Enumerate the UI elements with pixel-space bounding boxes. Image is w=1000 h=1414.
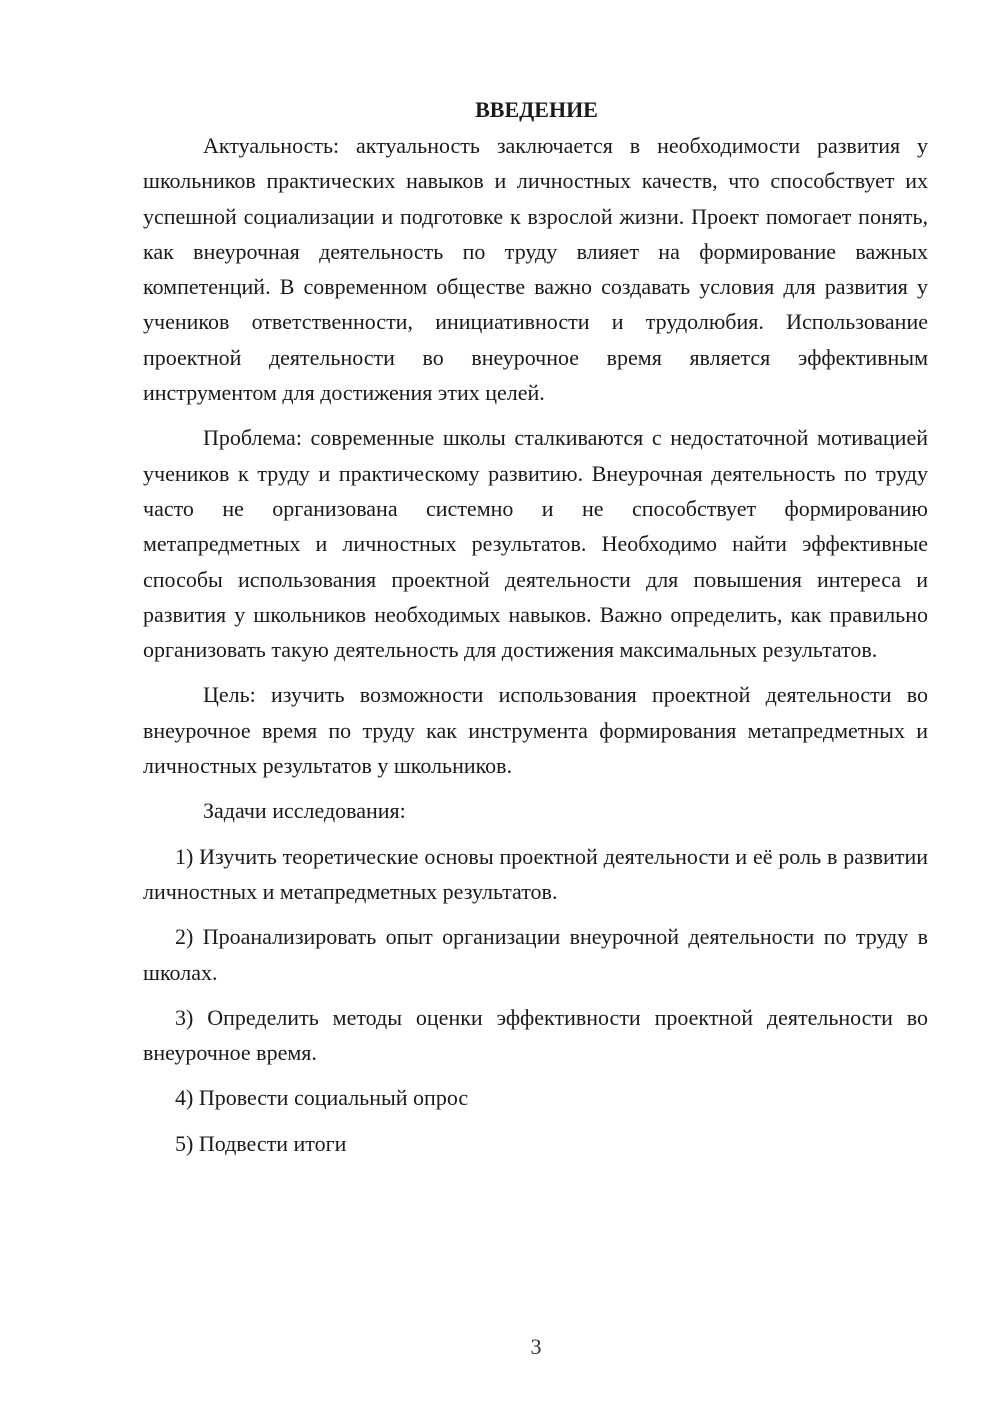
task-item-2: 2) Проанализировать опыт организации внеурочной деятельности по труду в школах. [143,924,928,985]
paragraph-goal: Цель: изучить возможности использования проектной деятельности во внеурочное время по труду как инструмента формирования метапредметных и личностных результатов у школьников. [143,682,928,779]
task-item-3: 3) Определить методы оценки эффективности проектной деятельности во внеурочное время. [143,1004,928,1066]
section-title: ВВЕДЕНИЕ [475,97,598,122]
task-item-1: 1) Изучить теоретические основы проектной деятельности и её роль в развитии личностных и метапредметных результатов. [143,843,928,904]
task-item-5: 5) Подвести итоги [175,1130,347,1156]
page-body [143,92,928,1171]
task-item-4: 4) Провести социальный опрос [175,1085,469,1111]
page-number: 3 [530,1334,542,1359]
paragraph-relevance: Актуальность: актуальность заключается в необходимости развития у школьников практических навыков и личностных качеств, что способствует их успешной социализации и подготовке к взрослой жизни. Проект помогает понять, как внеурочная деятельность по труду влияет на формирование важных компетенций. В современном обществе важно создавать условия для развития у учеников ответственности, инициативности и трудолюбия. Использование проектной деятельности во внеурочное время является эффективным инструментом для достижения этих целей. [143,133,928,406]
paragraph-tasks-heading: Задачи исследования: [203,798,406,824]
paragraph-problem: Проблема: современные школы сталкиваются с недостаточной мотивацией учеников к труду и практическому развитию. Внеурочная деятельность по труду часто не организована системно и не способствует формированию метапредметных и личностных результатов. Необходимо найти эффективные способы использования проектной деятельности для повышения интереса и развития у школьников необходимых навыков. Важно определить, как правильно организовать такую деятельность для достижения максимальных результатов. [143,425,928,663]
